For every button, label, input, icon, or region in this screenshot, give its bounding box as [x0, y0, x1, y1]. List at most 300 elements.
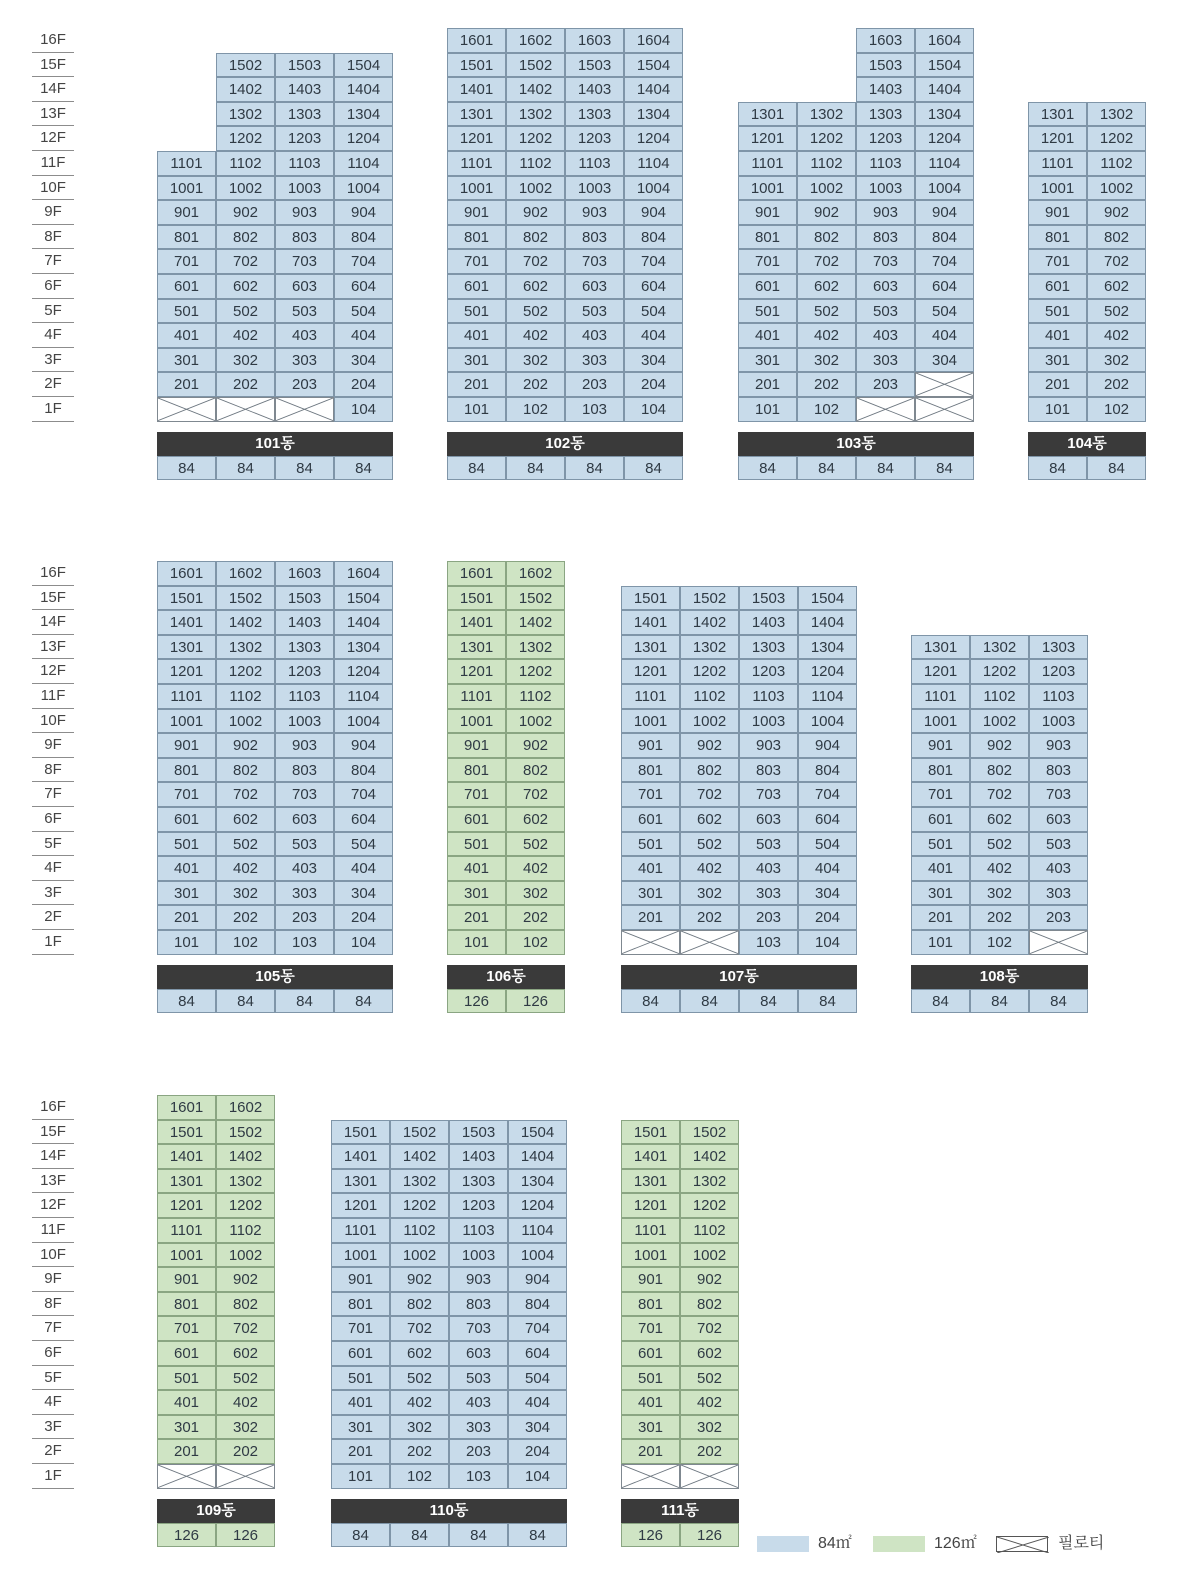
unit-cell: 1501: [331, 1120, 390, 1145]
unit-cell: 301: [157, 881, 216, 906]
unit-cell: 1301: [621, 1169, 680, 1194]
unit-cell: 202: [506, 372, 565, 397]
unit-cell: 602: [506, 807, 565, 832]
floor-label: 16F: [32, 561, 74, 586]
floor-label: 4F: [32, 323, 74, 348]
unit-cell: 1202: [390, 1193, 449, 1218]
unit-cell: 1303: [449, 1169, 508, 1194]
unit-cell: 1601: [447, 28, 506, 53]
unit-type-cell: 84: [447, 456, 506, 481]
piloti-cell: [1029, 930, 1088, 955]
floor-label: 4F: [32, 1390, 74, 1415]
unit-cell: 1304: [508, 1169, 567, 1194]
unit-cell: 701: [447, 782, 506, 807]
unit-cell: 202: [1087, 372, 1146, 397]
unit-cell: 101: [157, 930, 216, 955]
unit-cell: 1504: [798, 586, 857, 611]
unit-cell: 703: [275, 782, 334, 807]
unit-cell: 1302: [680, 1169, 739, 1194]
unit-cell: 503: [856, 299, 915, 324]
unit-cell: 302: [1087, 348, 1146, 373]
unit-type-cell: 126: [157, 1523, 216, 1548]
unit-cell: 1102: [797, 151, 856, 176]
unit-cell: 901: [157, 733, 216, 758]
unit-cell: 1502: [216, 53, 275, 78]
unit-cell: 502: [680, 832, 739, 857]
unit-cell: 302: [680, 881, 739, 906]
unit-cell: 1101: [157, 684, 216, 709]
floor-label: 7F: [32, 782, 74, 807]
unit-cell: 802: [1087, 225, 1146, 250]
piloti-cell: [680, 1464, 739, 1489]
unit-cell: 1301: [738, 102, 797, 127]
piloti-cross-icon: [997, 1537, 1049, 1553]
floor-label: 15F: [32, 53, 74, 78]
unit-cell: 104: [798, 930, 857, 955]
unit-cell: 1104: [915, 151, 974, 176]
floor-label: 2F: [32, 905, 74, 930]
unit-cell: 801: [738, 225, 797, 250]
unit-cell: 601: [911, 807, 970, 832]
unit-cell: 1404: [798, 610, 857, 635]
unit-cell: 1003: [275, 709, 334, 734]
unit-cell: 1004: [798, 709, 857, 734]
unit-cell: 603: [449, 1341, 508, 1366]
unit-cell: 603: [275, 807, 334, 832]
unit-cell: 101: [447, 930, 506, 955]
unit-cell: 1002: [680, 1243, 739, 1268]
building-label: 108동: [911, 965, 1088, 989]
unit-cell: 1603: [275, 561, 334, 586]
unit-cell: 301: [621, 1415, 680, 1440]
unit-cell: 1101: [331, 1218, 390, 1243]
unit-cell: 903: [739, 733, 798, 758]
unit-cell: 901: [1028, 200, 1087, 225]
unit-type-cell: 84: [216, 989, 275, 1014]
unit-cell: 602: [390, 1341, 449, 1366]
unit-cell: 1304: [334, 635, 393, 660]
unit-cell: 1501: [157, 586, 216, 611]
unit-cell: 1303: [275, 635, 334, 660]
legend-label-piloti: 필로티: [1058, 1535, 1105, 1552]
unit-cell: 804: [624, 225, 683, 250]
unit-cell: 1201: [621, 659, 680, 684]
unit-cell: 1502: [216, 1120, 275, 1145]
unit-cell: 1201: [1028, 126, 1087, 151]
unit-cell: 503: [565, 299, 624, 324]
unit-type-cell: 84: [1087, 456, 1146, 481]
unit-cell: 801: [447, 225, 506, 250]
unit-cell: 404: [334, 323, 393, 348]
unit-cell: 1504: [334, 586, 393, 611]
unit-cell: 201: [157, 372, 216, 397]
unit-cell: 1203: [275, 126, 334, 151]
unit-cell: 904: [334, 733, 393, 758]
unit-cell: 102: [390, 1464, 449, 1489]
floor-label: 14F: [32, 1144, 74, 1169]
unit-cell: 1101: [911, 684, 970, 709]
floor-label: 16F: [32, 1095, 74, 1120]
unit-cell: 1501: [447, 53, 506, 78]
unit-cell: 201: [157, 905, 216, 930]
unit-cell: 702: [797, 249, 856, 274]
unit-cell: 201: [911, 905, 970, 930]
unit-cell: 304: [334, 348, 393, 373]
unit-cell: 202: [506, 905, 565, 930]
unit-cell: 803: [275, 758, 334, 783]
unit-cell: 202: [970, 905, 1029, 930]
unit-cell: 1001: [738, 176, 797, 201]
unit-cell: 903: [565, 200, 624, 225]
unit-cell: 201: [621, 905, 680, 930]
unit-cell: 502: [797, 299, 856, 324]
unit-cell: 703: [856, 249, 915, 274]
unit-cell: 502: [1087, 299, 1146, 324]
unit-cell: 1001: [331, 1243, 390, 1268]
unit-cell: 1004: [334, 176, 393, 201]
unit-cell: 1001: [157, 1243, 216, 1268]
unit-cell: 201: [157, 1439, 216, 1464]
unit-cell: 602: [680, 807, 739, 832]
unit-cell: 1101: [447, 151, 506, 176]
unit-cell: 701: [157, 782, 216, 807]
unit-cell: 1102: [216, 151, 275, 176]
piloti-cross-icon: [622, 1465, 679, 1488]
unit-cell: 402: [216, 323, 275, 348]
unit-cell: 102: [1087, 397, 1146, 422]
floor-label: 4F: [32, 856, 74, 881]
unit-cell: 1604: [334, 561, 393, 586]
unit-cell: 401: [447, 323, 506, 348]
unit-cell: 1202: [216, 1193, 275, 1218]
unit-cell: 404: [624, 323, 683, 348]
unit-type-cell: 84: [624, 456, 683, 481]
unit-cell: 1002: [680, 709, 739, 734]
unit-cell: 1301: [447, 635, 506, 660]
unit-cell: 701: [911, 782, 970, 807]
unit-cell: 903: [856, 200, 915, 225]
floor-label: 2F: [32, 372, 74, 397]
unit-cell: 702: [216, 782, 275, 807]
unit-cell: 601: [1028, 274, 1087, 299]
unit-cell: 303: [856, 348, 915, 373]
unit-cell: 503: [739, 832, 798, 857]
unit-cell: 204: [624, 372, 683, 397]
unit-cell: 1302: [390, 1169, 449, 1194]
floor-label: 3F: [32, 1415, 74, 1440]
unit-cell: 1202: [506, 659, 565, 684]
unit-cell: 1203: [856, 126, 915, 151]
unit-cell: 1504: [334, 53, 393, 78]
unit-type-cell: 84: [621, 989, 680, 1014]
unit-cell: 401: [738, 323, 797, 348]
unit-cell: 803: [1029, 758, 1088, 783]
unit-cell: 1302: [680, 635, 739, 660]
unit-cell: 1202: [506, 126, 565, 151]
piloti-cross-icon: [916, 373, 973, 396]
unit-cell: 1002: [216, 176, 275, 201]
unit-type-cell: 126: [216, 1523, 275, 1548]
unit-cell: 1103: [739, 684, 798, 709]
unit-cell: 1101: [621, 684, 680, 709]
unit-cell: 603: [1029, 807, 1088, 832]
unit-cell: 1102: [680, 684, 739, 709]
unit-cell: 1401: [157, 1144, 216, 1169]
unit-cell: 1503: [449, 1120, 508, 1145]
unit-cell: 1002: [216, 709, 275, 734]
unit-cell: 1203: [1029, 659, 1088, 684]
unit-cell: 301: [621, 881, 680, 906]
unit-cell: 1101: [157, 1218, 216, 1243]
unit-type-cell: 84: [506, 456, 565, 481]
unit-cell: 1501: [157, 1120, 216, 1145]
piloti-cross-icon: [276, 398, 333, 421]
unit-cell: 1402: [680, 1144, 739, 1169]
unit-cell: 604: [915, 274, 974, 299]
unit-cell: 201: [738, 372, 797, 397]
unit-cell: 1001: [621, 709, 680, 734]
unit-cell: 201: [1028, 372, 1087, 397]
unit-cell: 301: [911, 881, 970, 906]
legend-label-84: 84㎡: [818, 1535, 852, 1552]
unit-cell: 304: [798, 881, 857, 906]
unit-cell: 201: [447, 372, 506, 397]
unit-cell: 903: [1029, 733, 1088, 758]
unit-cell: 401: [331, 1390, 390, 1415]
unit-cell: 401: [157, 323, 216, 348]
unit-cell: 704: [915, 249, 974, 274]
unit-cell: 804: [915, 225, 974, 250]
floor-label: 10F: [32, 709, 74, 734]
floor-label: 14F: [32, 610, 74, 635]
unit-cell: 1304: [624, 102, 683, 127]
piloti-cross-icon: [916, 398, 973, 421]
piloti-cross-icon: [622, 931, 679, 954]
unit-cell: 1102: [390, 1218, 449, 1243]
unit-cell: 404: [915, 323, 974, 348]
piloti-cell: [157, 397, 216, 422]
unit-cell: 101: [331, 1464, 390, 1489]
unit-cell: 601: [621, 1341, 680, 1366]
piloti-cell: [157, 1464, 216, 1489]
unit-cell: 604: [798, 807, 857, 832]
unit-cell: 302: [970, 881, 1029, 906]
floor-label: 5F: [32, 832, 74, 857]
building-label: 103동: [738, 432, 974, 456]
unit-cell: 1102: [506, 684, 565, 709]
unit-cell: 702: [216, 249, 275, 274]
unit-cell: 1403: [275, 610, 334, 635]
floor-label: 6F: [32, 807, 74, 832]
unit-cell: 402: [506, 856, 565, 881]
floor-label: 13F: [32, 102, 74, 127]
unit-cell: 904: [624, 200, 683, 225]
unit-cell: 1001: [157, 709, 216, 734]
unit-cell: 1301: [911, 635, 970, 660]
unit-cell: 604: [334, 807, 393, 832]
unit-cell: 204: [508, 1439, 567, 1464]
unit-cell: 801: [911, 758, 970, 783]
unit-cell: 1303: [565, 102, 624, 127]
unit-cell: 901: [621, 733, 680, 758]
unit-cell: 1403: [449, 1144, 508, 1169]
unit-cell: 801: [157, 225, 216, 250]
unit-cell: 602: [216, 274, 275, 299]
unit-cell: 1302: [970, 635, 1029, 660]
unit-cell: 601: [331, 1341, 390, 1366]
piloti-cell: [856, 397, 915, 422]
unit-cell: 502: [216, 832, 275, 857]
unit-cell: 701: [157, 1316, 216, 1341]
unit-cell: 1203: [275, 659, 334, 684]
floor-label: 12F: [32, 659, 74, 684]
unit-cell: 1202: [680, 659, 739, 684]
unit-cell: 904: [334, 200, 393, 225]
unit-cell: 203: [856, 372, 915, 397]
unit-cell: 802: [797, 225, 856, 250]
unit-cell: 1504: [915, 53, 974, 78]
unit-cell: 802: [216, 225, 275, 250]
unit-cell: 701: [621, 782, 680, 807]
unit-cell: 801: [621, 1292, 680, 1317]
unit-cell: 202: [216, 905, 275, 930]
unit-cell: 702: [506, 249, 565, 274]
unit-cell: 1101: [157, 151, 216, 176]
unit-cell: 1502: [680, 1120, 739, 1145]
unit-cell: 302: [506, 348, 565, 373]
unit-cell: 402: [506, 323, 565, 348]
unit-cell: 501: [447, 832, 506, 857]
unit-type-cell: 84: [275, 989, 334, 1014]
unit-cell: 104: [508, 1464, 567, 1489]
unit-cell: 904: [508, 1267, 567, 1292]
unit-cell: 1001: [447, 176, 506, 201]
unit-cell: 403: [1029, 856, 1088, 881]
unit-cell: 603: [856, 274, 915, 299]
unit-cell: 504: [624, 299, 683, 324]
unit-cell: 404: [798, 856, 857, 881]
unit-cell: 1204: [798, 659, 857, 684]
piloti-cell: [275, 397, 334, 422]
unit-cell: 1204: [334, 659, 393, 684]
legend-swatch-84: [757, 1536, 809, 1552]
unit-cell: 804: [798, 758, 857, 783]
floor-label: 1F: [32, 930, 74, 955]
unit-cell: 1204: [334, 126, 393, 151]
unit-cell: 703: [565, 249, 624, 274]
unit-cell: 1201: [738, 126, 797, 151]
unit-cell: 603: [565, 274, 624, 299]
unit-cell: 104: [624, 397, 683, 422]
floor-label: 6F: [32, 274, 74, 299]
unit-cell: 1103: [1029, 684, 1088, 709]
unit-cell: 1002: [970, 709, 1029, 734]
unit-cell: 1003: [275, 176, 334, 201]
unit-cell: 604: [334, 274, 393, 299]
unit-cell: 1503: [739, 586, 798, 611]
building-label: 102동: [447, 432, 683, 456]
floor-label: 13F: [32, 635, 74, 660]
unit-cell: 101: [911, 930, 970, 955]
unit-cell: 701: [1028, 249, 1087, 274]
unit-type-cell: 84: [970, 989, 1029, 1014]
unit-cell: 1602: [216, 561, 275, 586]
unit-cell: 1302: [216, 102, 275, 127]
unit-cell: 403: [275, 323, 334, 348]
unit-cell: 1303: [1029, 635, 1088, 660]
piloti-cell: [915, 372, 974, 397]
unit-cell: 1103: [275, 151, 334, 176]
unit-cell: 201: [447, 905, 506, 930]
unit-cell: 702: [216, 1316, 275, 1341]
unit-cell: 1003: [1029, 709, 1088, 734]
unit-cell: 204: [798, 905, 857, 930]
unit-cell: 401: [911, 856, 970, 881]
unit-cell: 1502: [506, 586, 565, 611]
unit-cell: 502: [216, 299, 275, 324]
unit-cell: 401: [621, 856, 680, 881]
unit-cell: 302: [390, 1415, 449, 1440]
unit-cell: 901: [911, 733, 970, 758]
unit-cell: 503: [275, 299, 334, 324]
unit-cell: 102: [506, 930, 565, 955]
unit-cell: 902: [390, 1267, 449, 1292]
unit-cell: 502: [506, 832, 565, 857]
unit-type-cell: 84: [157, 989, 216, 1014]
unit-cell: 202: [797, 372, 856, 397]
unit-cell: 301: [157, 348, 216, 373]
unit-cell: 403: [856, 323, 915, 348]
unit-cell: 301: [1028, 348, 1087, 373]
unit-cell: 104: [334, 397, 393, 422]
unit-cell: 903: [449, 1267, 508, 1292]
piloti-cell: [216, 397, 275, 422]
unit-cell: 1502: [506, 53, 565, 78]
unit-cell: 201: [331, 1439, 390, 1464]
unit-cell: 201: [621, 1439, 680, 1464]
unit-cell: 703: [739, 782, 798, 807]
unit-cell: 103: [739, 930, 798, 955]
unit-cell: 1102: [216, 684, 275, 709]
unit-cell: 202: [216, 1439, 275, 1464]
unit-cell: 601: [157, 274, 216, 299]
floor-label: 5F: [32, 299, 74, 324]
floor-label: 14F: [32, 77, 74, 102]
unit-cell: 902: [216, 733, 275, 758]
unit-cell: 1202: [1087, 126, 1146, 151]
floor-label: 11F: [32, 684, 74, 709]
unit-cell: 601: [447, 274, 506, 299]
unit-cell: 1404: [334, 77, 393, 102]
unit-cell: 402: [797, 323, 856, 348]
unit-type-cell: 84: [334, 456, 393, 481]
unit-cell: 402: [390, 1390, 449, 1415]
unit-cell: 1002: [506, 176, 565, 201]
unit-cell: 802: [216, 1292, 275, 1317]
unit-cell: 702: [1087, 249, 1146, 274]
unit-cell: 1104: [508, 1218, 567, 1243]
unit-cell: 202: [216, 372, 275, 397]
unit-cell: 1002: [1087, 176, 1146, 201]
unit-cell: 801: [157, 1292, 216, 1317]
unit-cell: 702: [390, 1316, 449, 1341]
legend-swatch-126: [873, 1536, 925, 1552]
unit-cell: 901: [331, 1267, 390, 1292]
piloti-cell: [915, 397, 974, 422]
piloti-cell: [216, 1464, 275, 1489]
unit-cell: 303: [275, 881, 334, 906]
unit-cell: 504: [798, 832, 857, 857]
